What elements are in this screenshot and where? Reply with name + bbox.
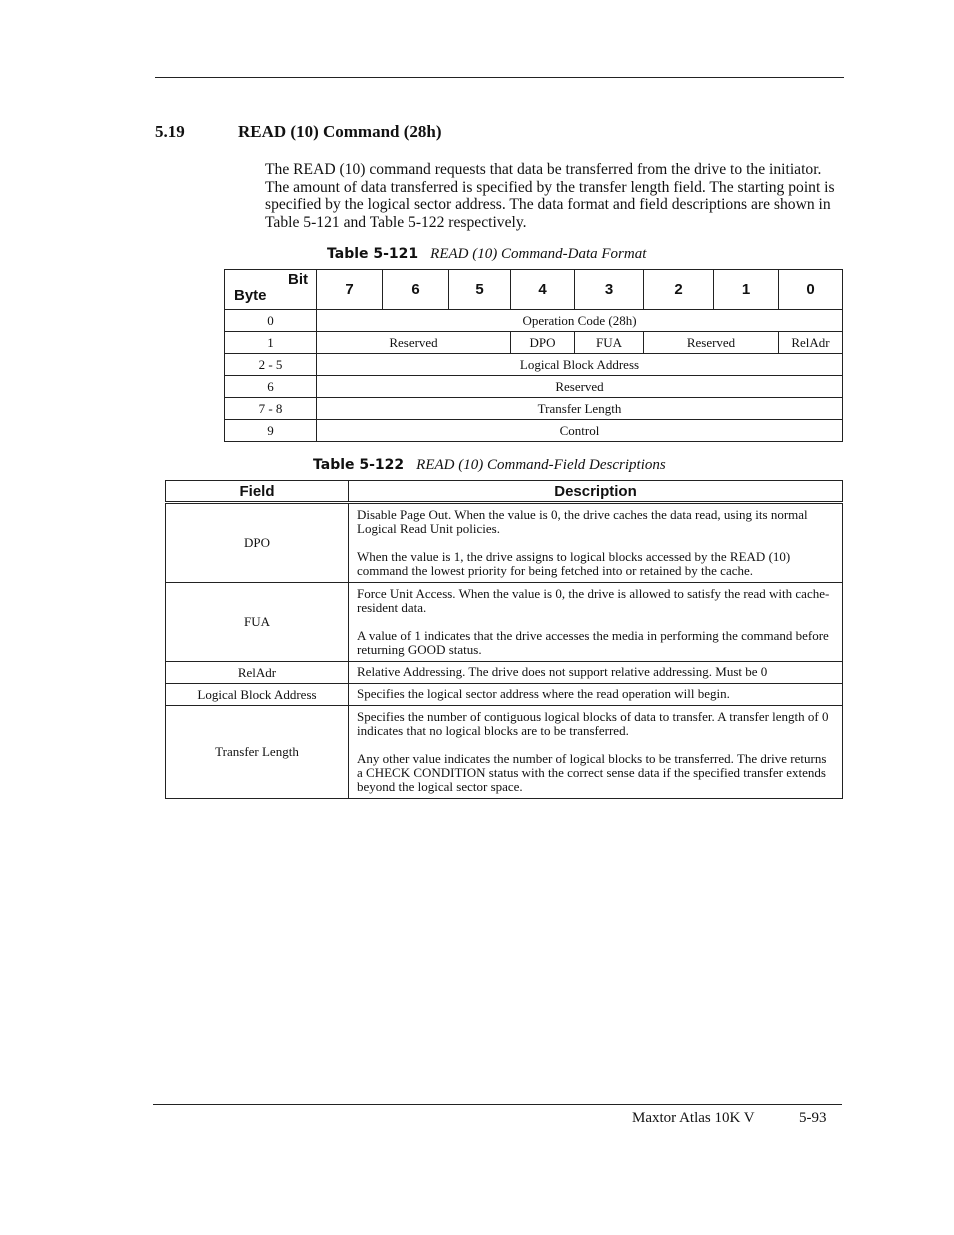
field-descriptions-table bbox=[165, 480, 843, 799]
description-paragraph: Relative Addressing. The drive does not support relative addressing. Must be 0 bbox=[357, 664, 768, 679]
byte-cell: 7 - 8 bbox=[225, 398, 317, 420]
field-description bbox=[349, 662, 843, 684]
bit-header: 4 bbox=[511, 270, 575, 310]
table-row bbox=[166, 684, 843, 706]
table2-label: Table 5-122 bbox=[313, 457, 405, 473]
header-rule bbox=[155, 77, 844, 78]
byte-cell: 2 - 5 bbox=[225, 354, 317, 376]
table1-caption bbox=[327, 246, 646, 263]
field-description bbox=[349, 706, 843, 799]
table-row bbox=[225, 376, 843, 398]
field-description bbox=[349, 583, 843, 662]
bit-header: 1 bbox=[714, 270, 779, 310]
table-row bbox=[225, 420, 843, 442]
footer-product: Maxtor Atlas 10K V bbox=[632, 1110, 755, 1126]
table-row bbox=[225, 310, 843, 332]
description-paragraph: Any other value indicates the number of logical blocks to be transferred. The drive returns a CHECK CONDITION status with the correct sense data if the specified transfer extends beyond the logical sector space. bbox=[357, 751, 827, 794]
field-cell: Transfer Length bbox=[317, 398, 843, 420]
table1-label: Table 5-121 bbox=[327, 246, 419, 262]
byte-bit-cell bbox=[225, 270, 317, 310]
footer-rule bbox=[153, 1104, 842, 1105]
field-header: Field bbox=[166, 481, 349, 503]
field-cell: Control bbox=[317, 420, 843, 442]
section-title: READ (10) Command (28h) bbox=[238, 122, 442, 141]
table-row bbox=[166, 583, 843, 662]
field-cell: DPO bbox=[511, 332, 575, 354]
table1-title: READ (10) Command-Data Format bbox=[430, 246, 647, 262]
field-name: RelAdr bbox=[166, 662, 349, 684]
bit-header: 7 bbox=[317, 270, 383, 310]
description-paragraph: A value of 1 indicates that the drive accesses the media in performing the command before returning GOOD status. bbox=[357, 628, 829, 657]
table-row bbox=[166, 706, 843, 799]
description-paragraph: Specifies the logical sector address where the read operation will begin. bbox=[357, 686, 730, 701]
field-name: Logical Block Address bbox=[166, 684, 349, 706]
field-cell: RelAdr bbox=[779, 332, 843, 354]
bit-header: 5 bbox=[449, 270, 511, 310]
field-cell: Operation Code (28h) bbox=[317, 310, 843, 332]
table-row bbox=[166, 503, 843, 583]
byte-cell: 6 bbox=[225, 376, 317, 398]
byte-cell: 0 bbox=[225, 310, 317, 332]
table-row bbox=[225, 332, 843, 354]
byte-label: Byte bbox=[234, 287, 267, 304]
table-row bbox=[225, 354, 843, 376]
section-number: 5.19 bbox=[155, 122, 185, 141]
field-name: Transfer Length bbox=[166, 706, 349, 799]
table-row bbox=[225, 398, 843, 420]
description-paragraph: When the value is 1, the drive assigns to logical blocks accessed by the READ (10) command the lowest priority for being fetched into or retained by the cache. bbox=[357, 549, 791, 578]
table1-header-row bbox=[225, 270, 843, 310]
bit-header: 2 bbox=[644, 270, 714, 310]
description-paragraph: Force Unit Access. When the value is 0, the drive is allowed to satisfy the read with cache-resident data. bbox=[357, 586, 830, 615]
bit-header: 0 bbox=[779, 270, 843, 310]
description-paragraph: Disable Page Out. When the value is 0, the drive caches the data read, using its normal Logical Read Unit policies. bbox=[357, 507, 808, 536]
field-description bbox=[349, 503, 843, 583]
bit-header: 6 bbox=[383, 270, 449, 310]
field-name: FUA bbox=[166, 583, 349, 662]
description-paragraph: Specifies the number of contiguous logical blocks of data to transfer. A transfer length of 0 indicates that no logical blocks are to be transferred. bbox=[357, 709, 829, 738]
page-number: 5-93 bbox=[799, 1110, 827, 1126]
description-header: Description bbox=[349, 481, 843, 503]
table2-title: READ (10) Command-Field Descriptions bbox=[416, 457, 666, 473]
bit-label: Bit bbox=[288, 271, 308, 288]
intro-paragraph: The READ (10) command requests that data be transferred from the drive to the initiator. The amount of data transferred is specified by the transfer length field. The starting point is specified by the logical sector address. The data format and field descriptions are shown in Table 5-121 and Table 5-122 respectively. bbox=[265, 161, 835, 231]
field-cell: Reserved bbox=[317, 332, 511, 354]
field-name: DPO bbox=[166, 503, 349, 583]
field-cell: Reserved bbox=[317, 376, 843, 398]
command-data-format-table bbox=[224, 269, 843, 442]
field-description bbox=[349, 684, 843, 706]
table-row bbox=[166, 662, 843, 684]
table2-header-row bbox=[166, 481, 843, 503]
table2-caption bbox=[313, 457, 666, 474]
field-cell: FUA bbox=[575, 332, 644, 354]
byte-cell: 1 bbox=[225, 332, 317, 354]
field-cell: Reserved bbox=[644, 332, 779, 354]
field-cell: Logical Block Address bbox=[317, 354, 843, 376]
bit-header: 3 bbox=[575, 270, 644, 310]
byte-cell: 9 bbox=[225, 420, 317, 442]
